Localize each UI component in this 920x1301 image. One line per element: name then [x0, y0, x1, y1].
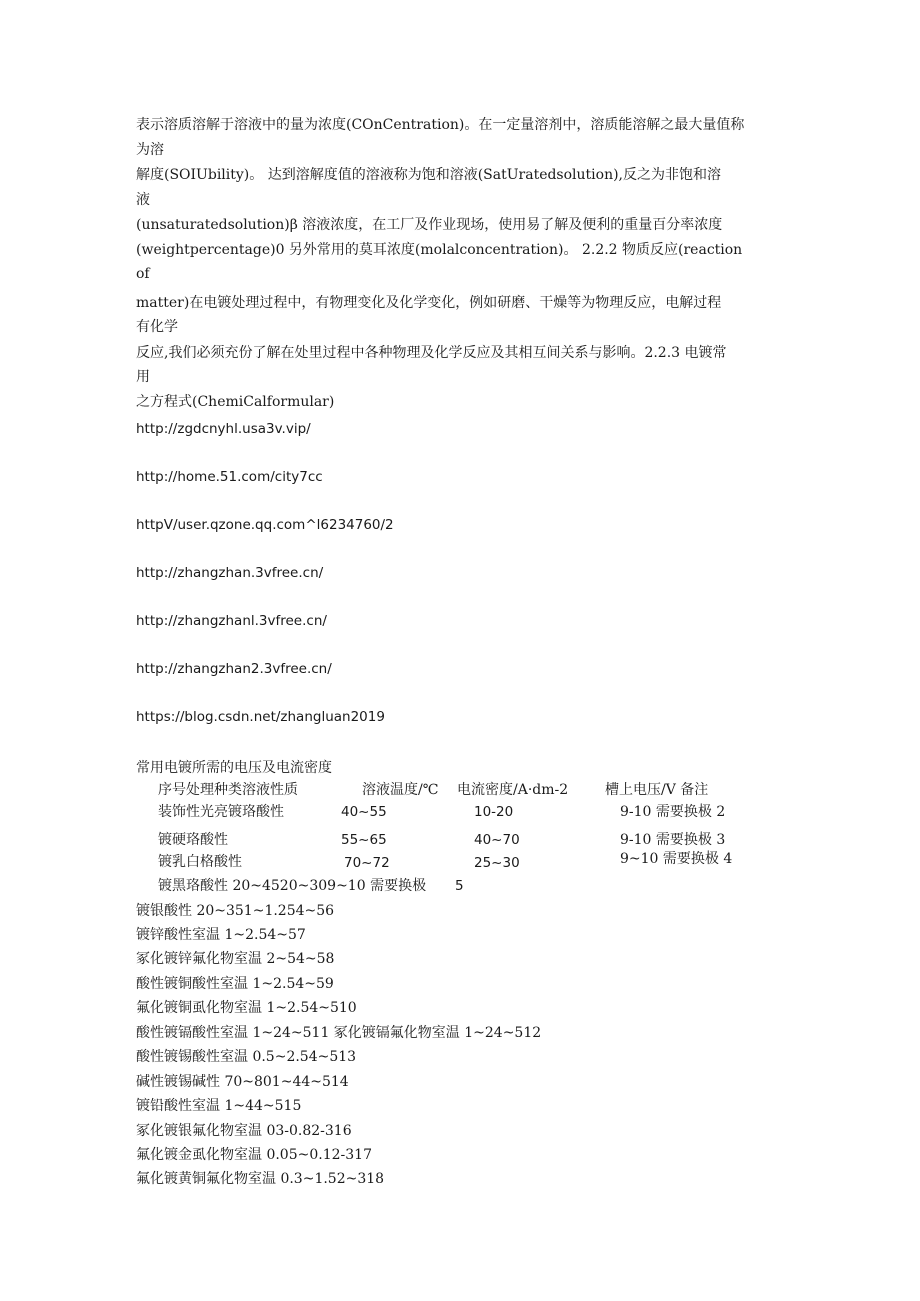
- table-row: 氟化镀黄铜氟化物室温 0.3~1.52~318: [136, 1171, 385, 1187]
- paragraph-line: 表示溶质溶解于溶液中的量为浓度(COnCentration)。在一定量溶剂中，溶质能溶解之最大量值称: [136, 117, 745, 133]
- table-cell: 40~70: [474, 832, 520, 848]
- table-cell: 9-10 需要换极 3: [620, 832, 726, 848]
- paragraph-line: 液: [136, 191, 150, 208]
- table-header-cell: 槽上电压/V 备注: [605, 782, 709, 798]
- link-item[interactable]: http://zhangzhanl.3vfree.cn/: [136, 613, 327, 629]
- table-row: 碱性镀锡碱性 70~801~44~514: [136, 1074, 349, 1090]
- paragraph-line: (unsaturatedsolution)β 溶液浓度，在工厂及作业现场，使用易了解及便利的重量百分率浓度: [136, 217, 723, 233]
- table-cell: 40~55: [341, 804, 387, 820]
- table-header-cell: 电流密度/A·dm-2: [457, 782, 569, 798]
- table-row: 镀铅酸性室温 1~44~515: [136, 1098, 302, 1114]
- table-cell: 55~65: [341, 832, 387, 848]
- table-row: 酸性镀铜酸性室温 1~2.54~59: [136, 976, 334, 992]
- table-row: 镀黑珞酸性 20~4520~309~10 需要换极: [158, 878, 427, 894]
- paragraph-line: 有化学: [136, 319, 178, 335]
- table-row: 酸性镀镉酸性室温 1~24~511 冢化镀镉氟化物室温 1~24~512: [136, 1025, 542, 1041]
- table-cell: 70~72: [344, 855, 390, 871]
- table-cell: 镀硬珞酸性: [158, 832, 228, 848]
- link-item[interactable]: httpV/user.qzone.qq.com^l6234760∕2: [136, 517, 394, 533]
- table-cell: 9-10 需要换极 2: [620, 804, 726, 820]
- paragraph-line: 反应,我们必须充份了解在处里过程中各种物理及化学反应及其相互间关系与影响。2.2.3 电镀常: [136, 344, 727, 361]
- table-row: 氟化镀铜虱化物室温 1~2.54~510: [136, 1000, 357, 1016]
- paragraph-line: 为溶: [136, 141, 164, 158]
- paragraph-line: (weightpercentage)0 另外常用的莫耳浓度(molalconcentration)。 2.2.2 物质反应(reaction: [136, 241, 743, 258]
- table-row: 冢化镀锌氟化物室温 2~54~58: [136, 951, 335, 967]
- link-item[interactable]: http://zhangzhan.3vfree.cn/: [136, 565, 324, 581]
- table-cell: 装饰性光亮镀珞酸性: [158, 804, 284, 820]
- table-cell: 25~30: [474, 855, 520, 871]
- table-title: 常用电镀所需的电压及电流密度: [136, 760, 332, 776]
- table-row: 镀银酸性 20~351~1.254~56: [136, 903, 335, 919]
- table-row: 酸性镀锡酸性室温 0.5~2.54~513: [136, 1049, 357, 1065]
- table-row: 镀锌酸性室温 1~2.54~57: [136, 927, 306, 943]
- link-item[interactable]: http://zhangzhan2.3vfree.cn/: [136, 661, 332, 677]
- table-cell: 镀乳白格酸性: [158, 854, 242, 870]
- paragraph-line: 之方程式(ChemiCalformular): [136, 393, 335, 410]
- paragraph-line: 用: [136, 369, 150, 385]
- intro-paragraph: [136, 113, 786, 414]
- table-header-cell: 溶液温度/℃: [362, 782, 439, 798]
- paragraph-line: matter)在电镀处理过程中，有物理变化及化学变化，例如研磨、干燥等为物理反应，电解过程: [136, 294, 722, 311]
- link-item[interactable]: http://home.51.com/city7cc: [136, 469, 323, 485]
- paragraph-line: of: [136, 266, 150, 282]
- table-row: 冢化镀银氟化物室温 03-0.82-316: [136, 1123, 352, 1139]
- table-cell: 10-20: [474, 804, 514, 820]
- link-item[interactable]: http://zgdcnyhl.usa3v.vip/: [136, 421, 311, 437]
- table-cell: 5: [455, 878, 464, 894]
- table-header-cell: 序号处理种类溶液性质: [158, 782, 298, 798]
- table-row: 氟化镀金虱化物室温 0.05~0.12-317: [136, 1147, 372, 1163]
- paragraph-line: 解度(SOIUbility)。 达到溶解度值的溶液称为饱和溶液(SatUratedsolution),反之为非饱和溶: [136, 167, 722, 183]
- link-item[interactable]: https://blog.csdn.net/zhangluan2019: [136, 709, 385, 725]
- table-cell: 9~10 需要换极 4: [620, 851, 733, 867]
